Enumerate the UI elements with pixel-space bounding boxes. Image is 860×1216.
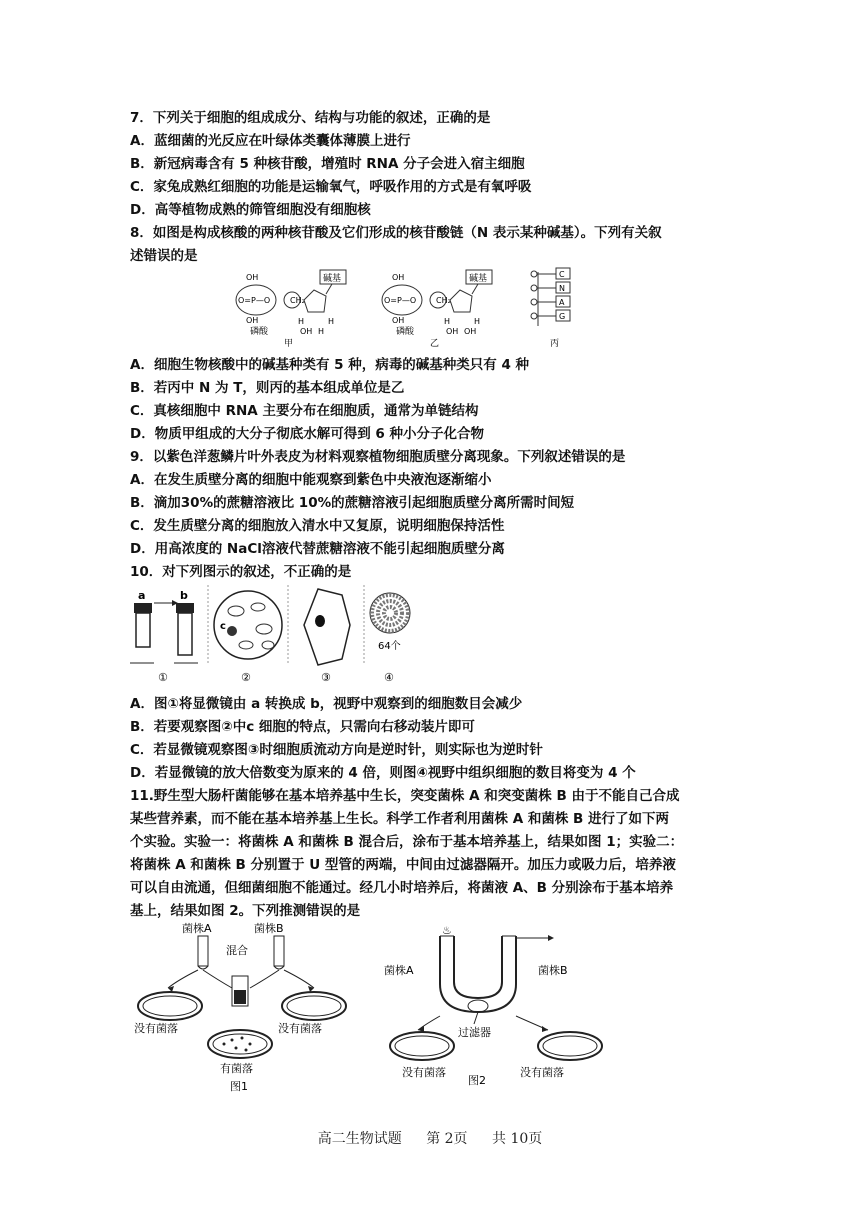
svg-text:①: ①: [158, 671, 168, 684]
svg-text:有菌落: 有菌落: [220, 1062, 253, 1075]
q8-option-d: D．物质甲组成的大分子彻底水解可得到 6 种小分子化合物: [130, 426, 484, 442]
page-footer: [0, 1128, 860, 1148]
q8-option-c: C．真核细胞中 RNA 主要分布在细胞质，通常为单链结构: [130, 403, 479, 419]
panel-tissue-field: [370, 593, 410, 684]
label-yi: 乙: [430, 339, 440, 348]
svg-text:OH: OH: [464, 327, 477, 336]
q11-line-4: 将菌株 A 和菌株 B 分别置于 U 型管的两端，中间由过滤器隔开。加压力或吸力后，培养液: [130, 857, 676, 873]
q9-stem: 9．以紫色洋葱鳞片叶外表皮为材料观察植物细胞质壁分离现象。下列叙述错误的是: [130, 449, 626, 465]
nucleotide-chain-bing: [531, 268, 570, 348]
svg-text:没有菌落: 没有菌落: [278, 1022, 322, 1035]
footer-page: 第 2页: [426, 1131, 468, 1147]
q9-option-a: A．在发生质壁分离的细胞中能观察到紫色中央液泡逐渐缩小: [130, 472, 492, 488]
svg-text:图1: 图1: [230, 1080, 248, 1093]
svg-text:CH₂: CH₂: [436, 296, 451, 305]
svg-text:O=P—O: O=P—O: [384, 296, 417, 305]
nucleotide-jia: [236, 270, 346, 348]
q10-option-d: D．若显微镜的放大倍数变为原来的 4 倍，则图④视野中组织细胞的数目将变为 4 个: [130, 765, 636, 781]
svg-text:CH₂: CH₂: [290, 296, 305, 305]
q10-stem: 10．对下列图示的叙述，不正确的是: [130, 564, 352, 580]
q9-option-d: D．用高浓度的 NaCl溶液代替蔗糖溶液不能引起细胞质壁分离: [130, 541, 505, 557]
svg-text:没有菌落: 没有菌落: [520, 1066, 564, 1079]
svg-text:③: ③: [321, 671, 331, 684]
svg-text:菌株B: 菌株B: [538, 964, 568, 977]
q8-stem-line1: 8．如图是构成核酸的两种核苷酸及它们形成的核苷酸链（N 表示某种碱基）。下列有关叙: [130, 225, 662, 241]
svg-text:H: H: [474, 317, 481, 326]
q11-line-5: 可以自由流通，但细菌细胞不能通过。经几小时培养后，将菌液 A、B 分别涂布于基本培养: [130, 880, 674, 896]
svg-text:没有菌落: 没有菌落: [134, 1022, 178, 1035]
svg-text:碱基: 碱基: [469, 274, 488, 284]
q11-line-2: 某些营养素，而不能在基本培养基上生长。科学工作者利用菌株 A 和菌株 B 进行了如下两: [130, 811, 670, 827]
svg-text:♨: ♨: [442, 924, 452, 937]
q9-option-b: B．滴加30%的蔗糖溶液比 10%的蔗糖溶液引起细胞质壁分离所需时间短: [130, 495, 575, 511]
experiment-figure-2: [378, 920, 628, 1096]
q10-option-c: C．若显微镜观察图③时细胞质流动方向是逆时针，则实际也为逆时针: [130, 742, 543, 758]
q9-option-c: C．发生质壁分离的细胞放入清水中又复原，说明细胞保持活性: [130, 518, 505, 534]
q8-option-a: A．细胞生物核酸中的碱基种类有 5 种，病毒的碱基种类只有 4 种: [130, 357, 530, 373]
svg-text:H: H: [318, 327, 325, 336]
q7-option-d: D．高等植物成熟的筛管细胞没有细胞核: [130, 202, 371, 218]
svg-text:④: ④: [384, 671, 394, 684]
svg-text:H: H: [444, 317, 451, 326]
experiment-figure-1: [128, 920, 368, 1096]
svg-text:a: a: [138, 589, 146, 602]
panel-objectives: [130, 589, 198, 684]
footer-title: 高二生物试题: [317, 1131, 402, 1147]
q11-line-3: 个实验。实验一：将菌株 A 和菌株 B 混合后，涂布于基本培养基上，结果如图 1；实验二：: [130, 834, 684, 850]
svg-text:G: G: [559, 312, 566, 321]
nucleotide-figure: [232, 266, 612, 348]
q11-line-6: 基上，结果如图 2。下列推测错误的是: [130, 903, 361, 919]
q7-option-a: A．蓝细菌的光反应在叶绿体类囊体薄膜上进行: [130, 133, 411, 149]
svg-text:OH: OH: [392, 316, 405, 325]
svg-text:混合: 混合: [226, 944, 248, 957]
q8-stem-line2: 述错误的是: [130, 248, 198, 264]
nucleotide-yi: [382, 270, 492, 348]
svg-text:磷酸: 磷酸: [250, 327, 269, 337]
label-bing: 丙: [550, 339, 560, 348]
svg-text:A: A: [559, 298, 565, 307]
svg-text:H: H: [328, 317, 335, 326]
microscope-figure: [128, 585, 418, 685]
svg-text:碱基: 碱基: [323, 274, 342, 284]
svg-text:OH: OH: [392, 273, 405, 282]
svg-text:OH: OH: [246, 316, 259, 325]
panel-cytoplasm-flow: [304, 589, 350, 684]
svg-text:c: c: [220, 621, 226, 632]
q7-option-b: B．新冠病毒含有 5 种核苷酸，增殖时 RNA 分子会进入宿主细胞: [130, 156, 525, 172]
svg-text:菌株A: 菌株A: [384, 964, 414, 977]
q7-stem: 7．下列关于细胞的组成成分、结构与功能的叙述，正确的是: [130, 110, 491, 126]
svg-text:C: C: [559, 270, 565, 279]
svg-text:没有菌落: 没有菌落: [402, 1066, 446, 1079]
svg-text:OH: OH: [300, 327, 313, 336]
svg-text:磷酸: 磷酸: [396, 327, 415, 337]
svg-text:b: b: [180, 589, 188, 602]
q7-option-c: C．家兔成熟红细胞的功能是运输氧气，呼吸作用的方式是有氧呼吸: [130, 179, 532, 195]
svg-text:②: ②: [241, 671, 251, 684]
q10-option-a: A．图①将显微镜由 a 转换成 b，视野中观察到的细胞数目会减少: [130, 696, 523, 712]
svg-text:OH: OH: [246, 273, 259, 282]
panel-field-cells: [214, 591, 282, 684]
svg-text:N: N: [559, 284, 565, 293]
footer-total: 共 10页: [492, 1131, 543, 1147]
q8-option-b: B．若丙中 N 为 T，则丙的基本组成单位是乙: [130, 380, 405, 396]
svg-text:过滤器: 过滤器: [458, 1026, 491, 1039]
svg-text:O=P—O: O=P—O: [238, 296, 271, 305]
svg-text:图2: 图2: [468, 1074, 486, 1087]
label-jia: 甲: [284, 339, 294, 348]
q11-line-1: 11.野生型大肠杆菌能够在基本培养基中生长，突变菌株 A 和突变菌株 B 由于不能自己合成: [130, 788, 680, 804]
svg-text:64个: 64个: [378, 641, 401, 652]
svg-text:菌株A: 菌株A: [182, 922, 212, 935]
svg-text:H: H: [298, 317, 305, 326]
svg-text:OH: OH: [446, 327, 459, 336]
svg-text:菌株B: 菌株B: [254, 922, 284, 935]
q10-option-b: B．若要观察图②中c 细胞的特点，只需向右移动装片即可: [130, 719, 475, 735]
